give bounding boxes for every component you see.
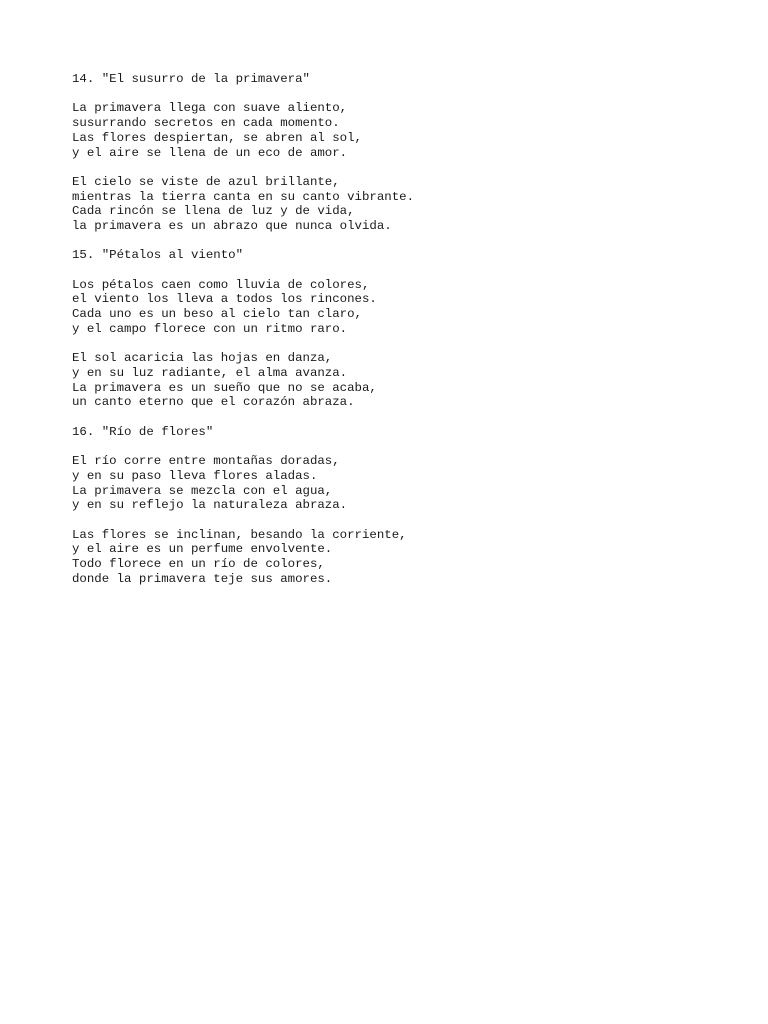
stanza (72, 454, 712, 513)
poem-line: donde la primavera teje sus amores. (72, 571, 333, 586)
poem-line: La primavera se mezcla con el agua, (72, 483, 333, 498)
poem-line: El sol acaricia las hojas en danza, (72, 351, 333, 366)
stanza (72, 101, 712, 160)
poem-line: y en su luz radiante, el alma avanza. (72, 365, 348, 380)
poem-line: y en su reflejo la naturaleza abraza. (72, 498, 348, 513)
poem-line: la primavera es un abrazo que nunca olvida. (72, 219, 392, 233)
poem-title: 16. "Río de flores" (72, 424, 214, 439)
poem-line: mientras la tierra canta en su canto vibrante. (72, 189, 415, 204)
stanza (72, 175, 712, 234)
poem-14 (72, 72, 712, 234)
poem-line: y el campo florece con un ritmo raro. (72, 321, 348, 336)
poem-line: Las flores despiertan, se abren al sol, (72, 130, 362, 145)
poem-line: La primavera es un sueño que no se acaba, (72, 380, 377, 395)
poem-line: Todo florece en un río de colores, (72, 557, 325, 572)
stanza (72, 351, 712, 410)
poem-16 (72, 425, 712, 587)
poem-line: susurrando secretos en cada momento. (72, 116, 340, 131)
poem-line: El cielo se viste de azul brillante, (72, 174, 340, 189)
poem-line: y en su paso lleva flores aladas. (72, 468, 318, 483)
poem-line: y el aire se llena de un eco de amor. (72, 145, 348, 160)
poem-line: Cada rincón se llena de luz y de vida, (72, 204, 355, 219)
poem-line: Cada uno es un beso al cielo tan claro, (72, 307, 362, 322)
poem-15 (72, 248, 712, 410)
poem-line: El río corre entre montañas doradas, (72, 454, 340, 469)
poem-line: La primavera llega con suave aliento, (72, 101, 348, 116)
poem-line: Las flores se inclinan, besando la corriente, (72, 527, 407, 542)
poem-line: un canto eterno que el corazón abraza. (72, 395, 355, 410)
stanza (72, 278, 712, 337)
stanza (72, 528, 712, 587)
poem-line: el viento los lleva a todos los rincones. (72, 292, 377, 307)
document-page (72, 72, 712, 601)
poem-line: Los pétalos caen como lluvia de colores, (72, 277, 370, 292)
poem-title: 15. "Pétalos al viento" (72, 248, 244, 263)
poem-line: y el aire es un perfume envolvente. (72, 542, 333, 557)
poem-title: 14. "El susurro de la primavera" (72, 72, 310, 86)
